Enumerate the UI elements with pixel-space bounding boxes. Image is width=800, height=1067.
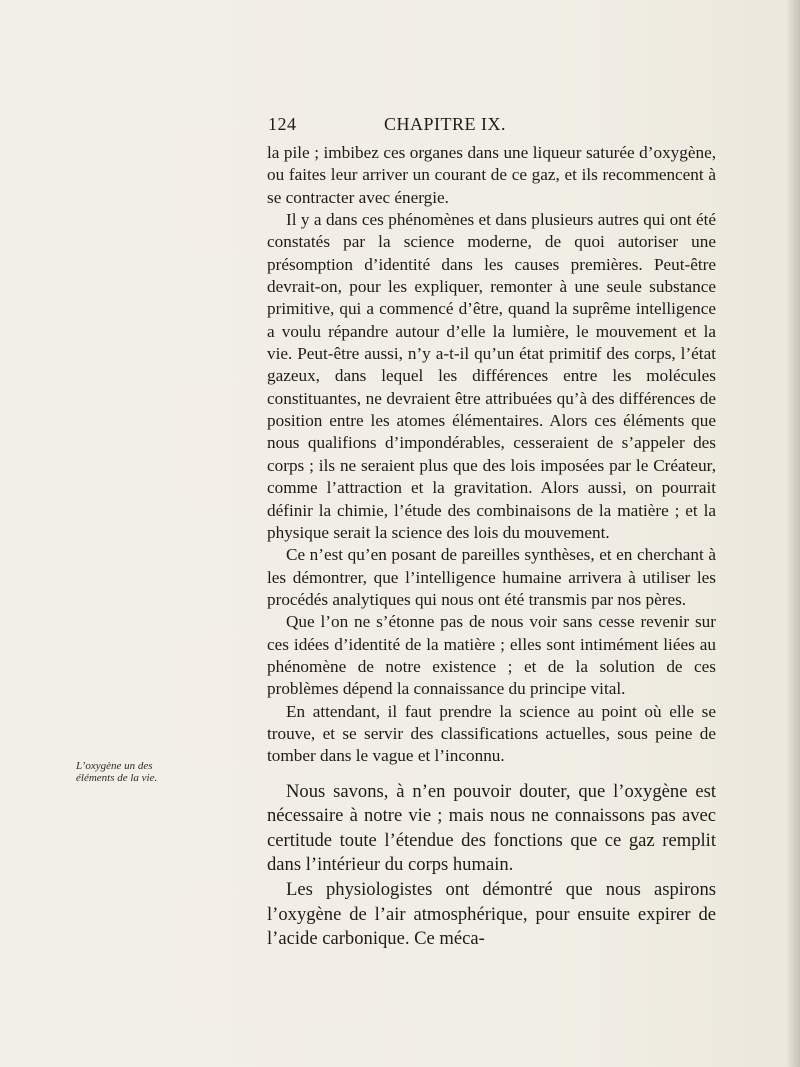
- body-text: [267, 142, 716, 952]
- running-head: CHAPITRE IX.: [384, 114, 506, 134]
- paragraph: Que l’on ne s’étonne pas de nous voir sans cesse revenir sur ces idées d’identité de la matière ; elles sont intimément liées au phénomène de notre existence ; et de la solution de ces problèmes dépend la connaissance du principe vital.: [267, 612, 716, 699]
- paragraph-section-start: Nous savons, à n’en pouvoir douter, que l’oxygène est nécessaire à notre vie ; mais nous ne connaissons pas avec certitude toute l’étendue des fonctions que ce gaz remplit dans l’intérieur du corps humain.: [267, 780, 716, 876]
- page-header: [268, 114, 700, 136]
- paragraph: En attendant, il faut prendre la science au point où elle se trouve, et se servir des classifications actuelles, sous peine de tomber dans le vague et l’inconnu.: [267, 701, 716, 766]
- paragraph-continued: la pile ; imbibez ces organes dans une liqueur saturée d’oxygène, ou faites leur arriver un courant de ce gaz, et ils recommencent à se contracter avec énergie.: [267, 143, 716, 207]
- marginal-note: L’oxygène un des éléments de la vie.: [76, 760, 158, 784]
- page-number: 124: [268, 114, 297, 134]
- paragraph: Les physiologistes ont démontré que nous aspirons l’oxygène de l’air atmosphérique, pour ensuite expirer de l’acide carbonique. Ce méca-: [267, 879, 716, 950]
- paragraph: Ce n’est qu’en posant de pareilles synthèses, et en cherchant à les démontrer, que l’intelligence humaine arrivera à utiliser les procédés analytiques qui nous ont été transmis par nos pères.: [267, 545, 716, 609]
- page-edge-shadow: [786, 0, 800, 1067]
- paragraph: Il y a dans ces phénomènes et dans plusieurs autres qui ont été constatés par la science moderne, de quoi autoriser une présomption d’identité dans les causes premières. Peut-être devrait-on, pour les expliquer, remonter à une seule substance primitive, qui a commencé d’être, quand la suprême intelligence a voulu répandre autour d’elle la lumière, le mouvement et la vie. Peut-être aussi, n’y a-t-il qu’un état primitif des corps, l’état gazeux, dans lequel les différences entre les molécules constituantes, ne devraient être attribuées qu’à des différences de position entre les atomes élémentaires. Alors ces éléments que nous qualifions d’impondérables, cesseraient de s’appeler des corps ; ils ne seraient plus que des lois imposées par le Créateur, comme l’attraction et la gravitation. Alors aussi, on pourrait définir la chimie, l’étude des combinaisons de la matière ; et la physique serait la science des lois du mouvement.: [267, 210, 716, 542]
